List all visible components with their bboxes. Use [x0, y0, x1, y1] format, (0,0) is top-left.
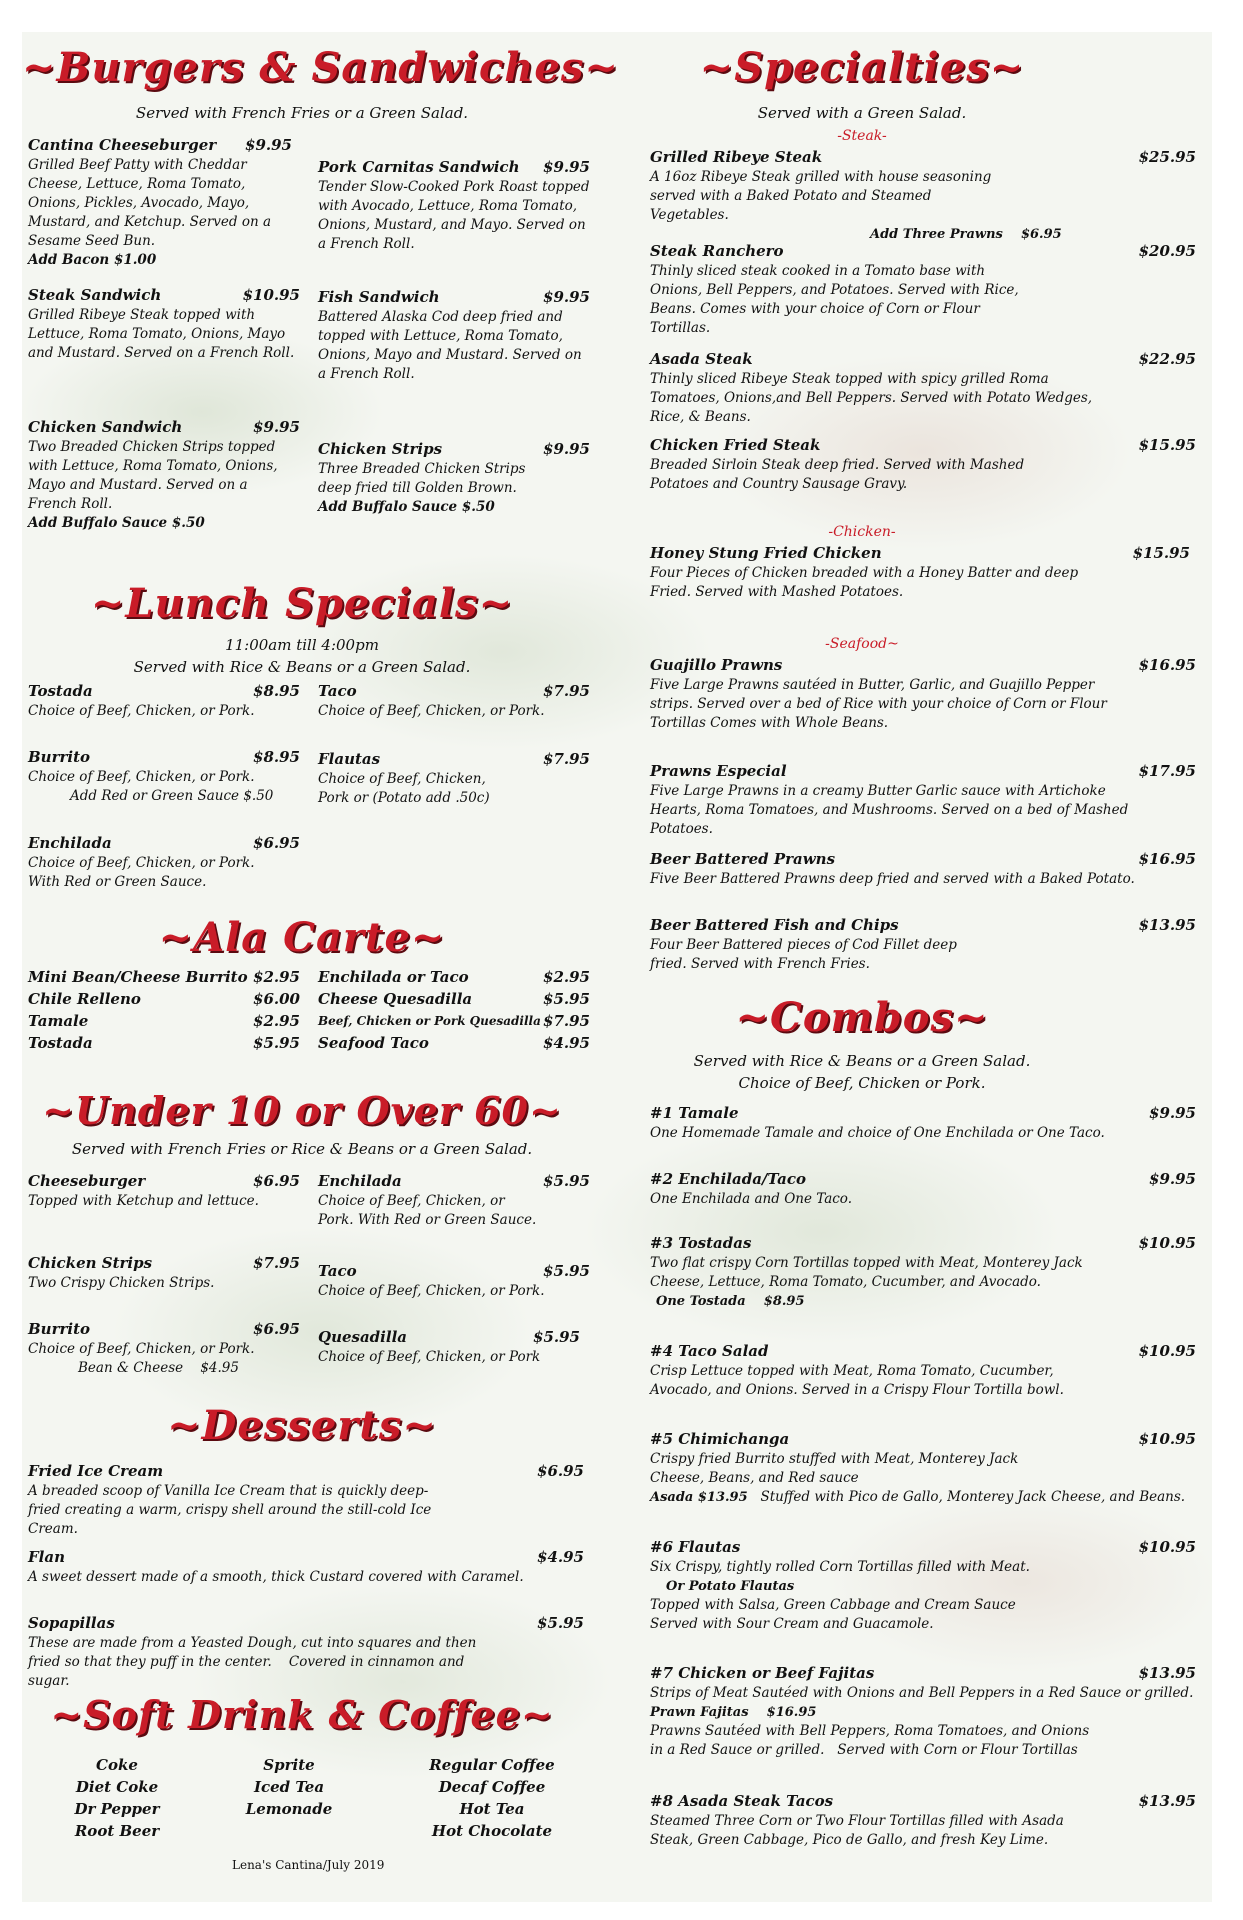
item-name: #8 Asada Steak Tacos	[650, 1792, 834, 1810]
item-desc: Choice of Beef, Chicken, or Pork.	[28, 1341, 255, 1357]
item-name: Tostada	[28, 682, 93, 700]
item-desc: Choice of Beef, Chicken, or Pork.	[28, 769, 255, 785]
item-price: $7.95	[543, 750, 590, 768]
item-extra-desc: Topped with Salsa, Green Cabbage and Cream Sauce Served with Sour Cream and Guacamole.	[650, 1597, 1016, 1632]
item-desc: A 16oz Ribeye Steak grilled with house seasoning served with a Baked Potato and Steamed Vegetables.	[650, 169, 992, 223]
drink-item: Hot Chocolate	[431, 1822, 553, 1840]
item-name: Grilled Ribeye Steak	[650, 148, 823, 166]
item-desc: Six Crispy, tightly rolled Corn Tortillas filled with Meat.	[650, 1559, 1030, 1575]
item-desc: Choice of Beef, Chicken, or Pork.	[318, 703, 545, 719]
item-desc: Strips of Meat Sautéed with Onions and Bell Peppers in a Red Sauce or grilled.	[650, 1685, 1194, 1701]
drink-item: Diet Coke	[75, 1778, 159, 1796]
item-desc: These are made from a Yeasted Dough, cut into squares and then fried so that they puff in the center. Covered in cinnamon and sugar.	[28, 1635, 481, 1689]
menu-item	[650, 1538, 1196, 1634]
item-extra: Add Three Prawns $6.95	[870, 227, 1062, 242]
item-desc: Choice of Beef, Chicken, or Pork.	[28, 703, 255, 719]
drink-item: Regular Coffee	[429, 1756, 555, 1774]
menu-item	[28, 1548, 584, 1587]
item-desc: Grilled Ribeye Steak topped with Lettuce, Roma Tomato, Onions, Mayo and Mustard. Served on a French Roll.	[28, 307, 295, 361]
menu-item	[28, 286, 300, 363]
item-desc: Choice of Beef, Chicken, Pork or (Potato add .50c)	[318, 771, 490, 806]
menu-item	[650, 242, 1196, 338]
drink-item: Lemonade	[245, 1800, 333, 1818]
menu-item	[318, 288, 590, 384]
item-price: $5.95	[537, 1614, 584, 1632]
drink-item: Root Beer	[74, 1822, 160, 1840]
item-price: $9.95	[543, 158, 590, 176]
item-name: Cheeseburger	[28, 1172, 146, 1190]
item-extra: Asada $13.95	[650, 1490, 748, 1505]
item-name: Tostada	[28, 1034, 93, 1052]
item-name: Cheese Quesadilla	[318, 990, 473, 1008]
menu-item	[650, 1430, 1196, 1507]
item-name: Chicken Strips	[28, 1254, 153, 1272]
item-extra: Prawn Fajitas $16.95	[650, 1705, 817, 1720]
item-price: $5.95	[543, 990, 590, 1008]
item-desc: Three Breaded Chicken Strips deep fried till Golden Brown.	[318, 461, 526, 496]
item-name: Burrito	[28, 748, 91, 766]
item-name: Beef, Chicken or Pork Quesadilla	[318, 1014, 541, 1028]
combos-subtitle-1: Served with Rice & Beans or a Green Salad.	[693, 1052, 1031, 1070]
drinks-col-1	[62, 1754, 172, 1842]
item-name: Sopapillas	[28, 1614, 115, 1632]
item-desc: Two Breaded Chicken Strips topped with Lettuce, Roma Tomato, Onions, Mayo and Mustard. Served on a French Roll.	[28, 439, 278, 512]
item-name: Cantina Cheeseburger	[28, 136, 217, 154]
menu-item	[318, 158, 590, 254]
item-price: $6.95	[253, 1172, 300, 1190]
list-item	[28, 966, 300, 988]
specialties-subtitle: Served with a Green Salad.	[757, 104, 967, 122]
menu-item	[650, 1792, 1196, 1850]
item-name: Chicken Strips	[318, 440, 443, 458]
item-price: $7.95	[543, 682, 590, 700]
item-name: Taco	[318, 1262, 357, 1280]
item-price: $10.95	[1138, 1538, 1196, 1556]
menu-item	[318, 1328, 580, 1367]
item-price: $10.95	[1138, 1430, 1196, 1448]
drink-item: Hot Tea	[459, 1800, 525, 1818]
item-name: Burrito	[28, 1320, 91, 1338]
seafood-label: -Seafood~	[825, 636, 899, 652]
drink-item: Dr Pepper	[74, 1800, 160, 1818]
menu-item	[318, 682, 590, 721]
lunch-heading: ~Lunch Specials~	[90, 580, 514, 627]
item-price: $5.95	[253, 1034, 300, 1052]
desserts-heading: ~Desserts~	[167, 1402, 437, 1449]
drinks-col-2	[234, 1754, 344, 1820]
item-extra: Add Bacon $1.00	[28, 252, 157, 268]
item-name: Fish Sandwich	[318, 288, 440, 306]
item-name: Flan	[28, 1548, 65, 1566]
item-name: Enchilada	[318, 1172, 402, 1190]
item-price: $5.95	[543, 1172, 590, 1190]
item-name: Enchilada or Taco	[318, 968, 469, 986]
item-name: Guajillo Prawns	[650, 656, 783, 674]
menu-item	[650, 1664, 1196, 1760]
item-desc: Two flat crispy Corn Tortillas topped with Meat, Monterey Jack Cheese, Lettuce, Roma Tomato, Cucumber, and Avocado.	[650, 1255, 1083, 1290]
kids-heading: ~Under 10 or Over 60~	[42, 1088, 562, 1133]
item-extra: One Tostada $8.95	[656, 1294, 805, 1309]
item-price: $5.95	[533, 1328, 580, 1346]
list-item	[28, 988, 300, 1010]
item-price: $8.95	[253, 682, 300, 700]
item-name: #4 Taco Salad	[650, 1342, 769, 1360]
alacarte-right-list	[318, 966, 590, 1054]
menu-item	[650, 544, 1190, 602]
drink-item: Coke	[96, 1756, 138, 1774]
drink-item: Decaf Coffee	[438, 1778, 546, 1796]
item-desc: Five Large Prawns in a creamy Butter Garlic sauce with Artichoke Hearts, Roma Tomatoes, and Mushrooms. Served on a bed of Mashed Potatoes.	[650, 783, 1129, 837]
item-price: $6.95	[253, 834, 300, 852]
item-name: Prawns Especial	[650, 762, 787, 780]
item-extra-desc: Stuffed with Pico de Gallo, Monterey Jack Cheese, and Beans.	[760, 1489, 1186, 1505]
item-price: $9.95	[253, 418, 300, 436]
chicken-label: -Chicken-	[828, 524, 896, 540]
item-desc: Choice of Beef, Chicken, or Pork. With Red or Green Sauce.	[28, 855, 255, 890]
combos-heading: ~Combos~	[735, 994, 989, 1041]
item-desc: Crisp Lettuce topped with Meat, Roma Tomato, Cucumber, Avocado, and Onions. Served in a Crispy Flour Tortilla bowl.	[650, 1363, 1064, 1398]
item-name: Beer Battered Prawns	[650, 850, 836, 868]
menu-item	[650, 1104, 1196, 1143]
kids-subtitle: Served with French Fries or Rice & Beans or a Green Salad.	[71, 1140, 533, 1158]
item-name: #7 Chicken or Beef Fajitas	[650, 1664, 875, 1682]
item-desc: One Homemade Tamale and choice of One Enchilada or One Taco.	[650, 1125, 1105, 1141]
item-extra: Add Buffalo Sauce $.50	[28, 515, 205, 531]
item-desc: A sweet dessert made of a smooth, thick Custard covered with Caramel.	[28, 1569, 524, 1585]
menu-item	[318, 750, 590, 808]
item-price: $2.95	[253, 1012, 300, 1030]
item-desc: One Enchilada and One Taco.	[650, 1191, 852, 1207]
menu-item	[650, 1234, 1196, 1311]
item-price: $2.95	[253, 968, 300, 986]
menu-item	[28, 748, 300, 806]
item-desc: Thinly sliced Ribeye Steak topped with spicy grilled Roma Tomatoes, Onions,and Bell Peppers. Served with Potato Wedges, Rice, & Beans.	[650, 371, 1093, 425]
item-extra-desc: Prawns Sautéed with Bell Peppers, Roma Tomatoes, and Onions in a Red Sauce or grilled. Served with Corn or Flour Tortillas	[650, 1723, 1094, 1758]
menu-item	[650, 1342, 1196, 1400]
item-desc: Five Large Prawns sautéed in Butter, Garlic, and Guajillo Pepper strips. Served over a bed of Rice with your choice of Corn or Flour Tortillas Comes with Whole Beans.	[650, 677, 1107, 731]
menu-item	[650, 656, 1196, 733]
list-item	[318, 1010, 590, 1032]
item-desc: Thinly sliced steak cooked in a Tomato base with Onions, Bell Peppers, and Potatoes. Served with Rice, Beans. Comes with your choice of Corn or Flour Tortillas.	[650, 263, 1019, 336]
item-extra: Add Buffalo Sauce $.50	[318, 499, 495, 515]
item-name: Honey Stung Fried Chicken	[650, 544, 882, 562]
item-desc: A breaded scoop of Vanilla Ice Cream that is quickly deep-fried creating a warm, crispy shell around the still-cold Ice Cream.	[28, 1483, 432, 1537]
item-price: $15.95	[1138, 436, 1196, 454]
list-item	[318, 966, 590, 988]
item-name: Chicken Fried Steak	[650, 436, 821, 454]
item-desc: Choice of Beef, Chicken, or Pork	[318, 1349, 541, 1365]
combos-subtitle-2: Choice of Beef, Chicken or Pork.	[738, 1074, 986, 1092]
list-item	[318, 988, 590, 1010]
item-desc: Four Beer Battered pieces of Cod Fillet deep fried. Served with French Fries.	[650, 937, 957, 972]
item-price: $10.95	[1138, 1234, 1196, 1252]
menu-page	[22, 32, 1212, 1902]
item-name: Chicken Sandwich	[28, 418, 183, 436]
specialties-heading: ~Specialties~	[699, 44, 1025, 91]
item-desc: Four Pieces of Chicken breaded with a Honey Batter and deep Fried. Served with Mashed Potatoes.	[650, 565, 1079, 600]
item-extra: Add Red or Green Sauce $.50	[70, 788, 274, 804]
menu-item	[28, 834, 300, 892]
item-price: $16.95	[1138, 656, 1196, 674]
list-item	[28, 1032, 300, 1054]
steak-label: -Steak-	[837, 128, 887, 144]
item-price: $8.95	[253, 748, 300, 766]
item-price: $15.95	[1132, 544, 1190, 562]
item-price: $16.95	[1138, 850, 1196, 868]
item-price: $13.95	[1138, 916, 1196, 934]
drinks-col-3	[422, 1754, 562, 1842]
item-extra: Or Potato Flautas	[666, 1579, 795, 1594]
list-item	[318, 1032, 590, 1054]
menu-item	[650, 762, 1196, 839]
item-desc: Breaded Sirloin Steak deep fried. Served with Mashed Potatoes and Country Sausage Gravy.	[650, 457, 1025, 492]
burgers-subtitle: Served with French Fries or a Green Salad.	[135, 104, 469, 122]
item-price: $13.95	[1138, 1664, 1196, 1682]
item-price: $9.95	[1149, 1104, 1196, 1122]
burgers-heading: ~Burgers & Sandwiches~	[22, 44, 619, 91]
item-desc: Crispy fried Burrito stuffed with Meat, Monterey Jack Cheese, Beans, and Red sauce	[650, 1451, 1019, 1486]
drinks-heading: ~Soft Drink & Coffee~	[50, 1692, 554, 1737]
menu-item	[650, 436, 1196, 494]
item-name: Mini Bean/Cheese Burrito	[28, 968, 248, 986]
item-price: $22.95	[1138, 350, 1196, 368]
item-extra: Bean & Cheese $4.95	[78, 1360, 239, 1376]
item-name: Flautas	[318, 750, 381, 768]
item-price: $13.95	[1138, 1792, 1196, 1810]
menu-item	[28, 136, 300, 270]
footer-text: Lena's Cantina/July 2019	[232, 1858, 385, 1872]
item-name: Fried Ice Cream	[28, 1462, 164, 1480]
item-name: #2 Enchilada/Taco	[650, 1170, 806, 1188]
item-price: $25.95	[1138, 148, 1196, 166]
menu-item	[650, 148, 1196, 244]
menu-item	[28, 682, 300, 721]
item-price: $20.95	[1138, 242, 1196, 260]
item-price: $9.95	[543, 288, 590, 306]
item-name: #1 Tamale	[650, 1104, 739, 1122]
item-name: Steak Ranchero	[650, 242, 784, 260]
item-name: Chile Relleno	[28, 990, 141, 1008]
list-item	[28, 1010, 300, 1032]
menu-item	[318, 1172, 590, 1230]
alacarte-heading: ~Ala Carte~	[158, 914, 446, 961]
item-name: Asada Steak	[650, 350, 753, 368]
item-price: $17.95	[1138, 762, 1196, 780]
item-price: $7.95	[253, 1254, 300, 1272]
menu-item	[28, 418, 300, 533]
item-desc: Steamed Three Corn or Two Flour Tortillas filled with Asada Steak, Green Cabbage, Pico de Gallo, and fresh Key Lime.	[650, 1813, 1064, 1848]
item-desc: Two Crispy Chicken Strips.	[28, 1275, 215, 1291]
menu-item	[318, 440, 590, 517]
item-name: Tamale	[28, 1012, 89, 1030]
item-price: $9.95	[543, 440, 590, 458]
menu-item	[650, 916, 1196, 974]
item-price: $5.95	[543, 1262, 590, 1280]
menu-item	[28, 1172, 300, 1211]
item-name: Enchilada	[28, 834, 112, 852]
item-price: $10.95	[242, 286, 300, 304]
item-name: Beer Battered Fish and Chips	[650, 916, 899, 934]
item-name: #5 Chimichanga	[650, 1430, 790, 1448]
lunch-subtitle: Served with Rice & Beans or a Green Salad.	[133, 658, 471, 676]
item-name: Seafood Taco	[318, 1034, 429, 1052]
menu-item	[28, 1320, 300, 1378]
drink-item: Sprite	[263, 1756, 315, 1774]
menu-item	[650, 1170, 1196, 1209]
item-price: $7.95	[543, 1012, 590, 1030]
item-name: Pork Carnitas Sandwich	[318, 158, 520, 176]
menu-item	[318, 1262, 590, 1301]
item-name: #6 Flautas	[650, 1538, 741, 1556]
menu-item	[650, 850, 1196, 889]
item-name: Quesadilla	[318, 1328, 407, 1346]
item-name: #3 Tostadas	[650, 1234, 752, 1252]
item-price: $9.95	[245, 136, 292, 154]
item-desc: Tender Slow-Cooked Pork Roast topped with Avocado, Lettuce, Roma Tomato, Onions, Mustard, and Mayo. Served on a French Roll.	[318, 179, 590, 252]
item-name: Steak Sandwich	[28, 286, 162, 304]
item-desc: Choice of Beef, Chicken, or Pork. With Red or Green Sauce.	[318, 1193, 537, 1228]
item-price: $10.95	[1138, 1342, 1196, 1360]
item-name: Taco	[318, 682, 357, 700]
item-desc: Grilled Beef Patty with Cheddar Cheese, Lettuce, Roma Tomato, Onions, Pickles, Avocado, Mayo, Mustard, and Ketchup. Served on a Sesame Seed Bun.	[28, 157, 271, 249]
menu-item	[650, 350, 1196, 427]
item-price: $2.95	[543, 968, 590, 986]
item-desc: Choice of Beef, Chicken, or Pork.	[318, 1283, 545, 1299]
item-price: $6.00	[253, 990, 300, 1008]
item-desc: Battered Alaska Cod deep fried and topped with Lettuce, Roma Tomato, Onions, Mayo and Mustard. Served on a French Roll.	[318, 309, 582, 382]
item-desc: Topped with Ketchup and lettuce.	[28, 1193, 259, 1209]
item-price: $4.95	[543, 1034, 590, 1052]
alacarte-left-list	[28, 966, 300, 1054]
item-price: $6.95	[537, 1462, 584, 1480]
item-desc: Five Beer Battered Prawns deep fried and served with a Baked Potato.	[650, 871, 1135, 887]
drink-item: Iced Tea	[253, 1778, 325, 1796]
menu-item	[28, 1614, 584, 1691]
item-price: $4.95	[537, 1548, 584, 1566]
item-price: $9.95	[1149, 1170, 1196, 1188]
menu-item	[28, 1462, 584, 1539]
menu-item	[28, 1254, 300, 1293]
item-price: $6.95	[253, 1320, 300, 1338]
lunch-hours: 11:00am till 4:00pm	[225, 636, 379, 654]
